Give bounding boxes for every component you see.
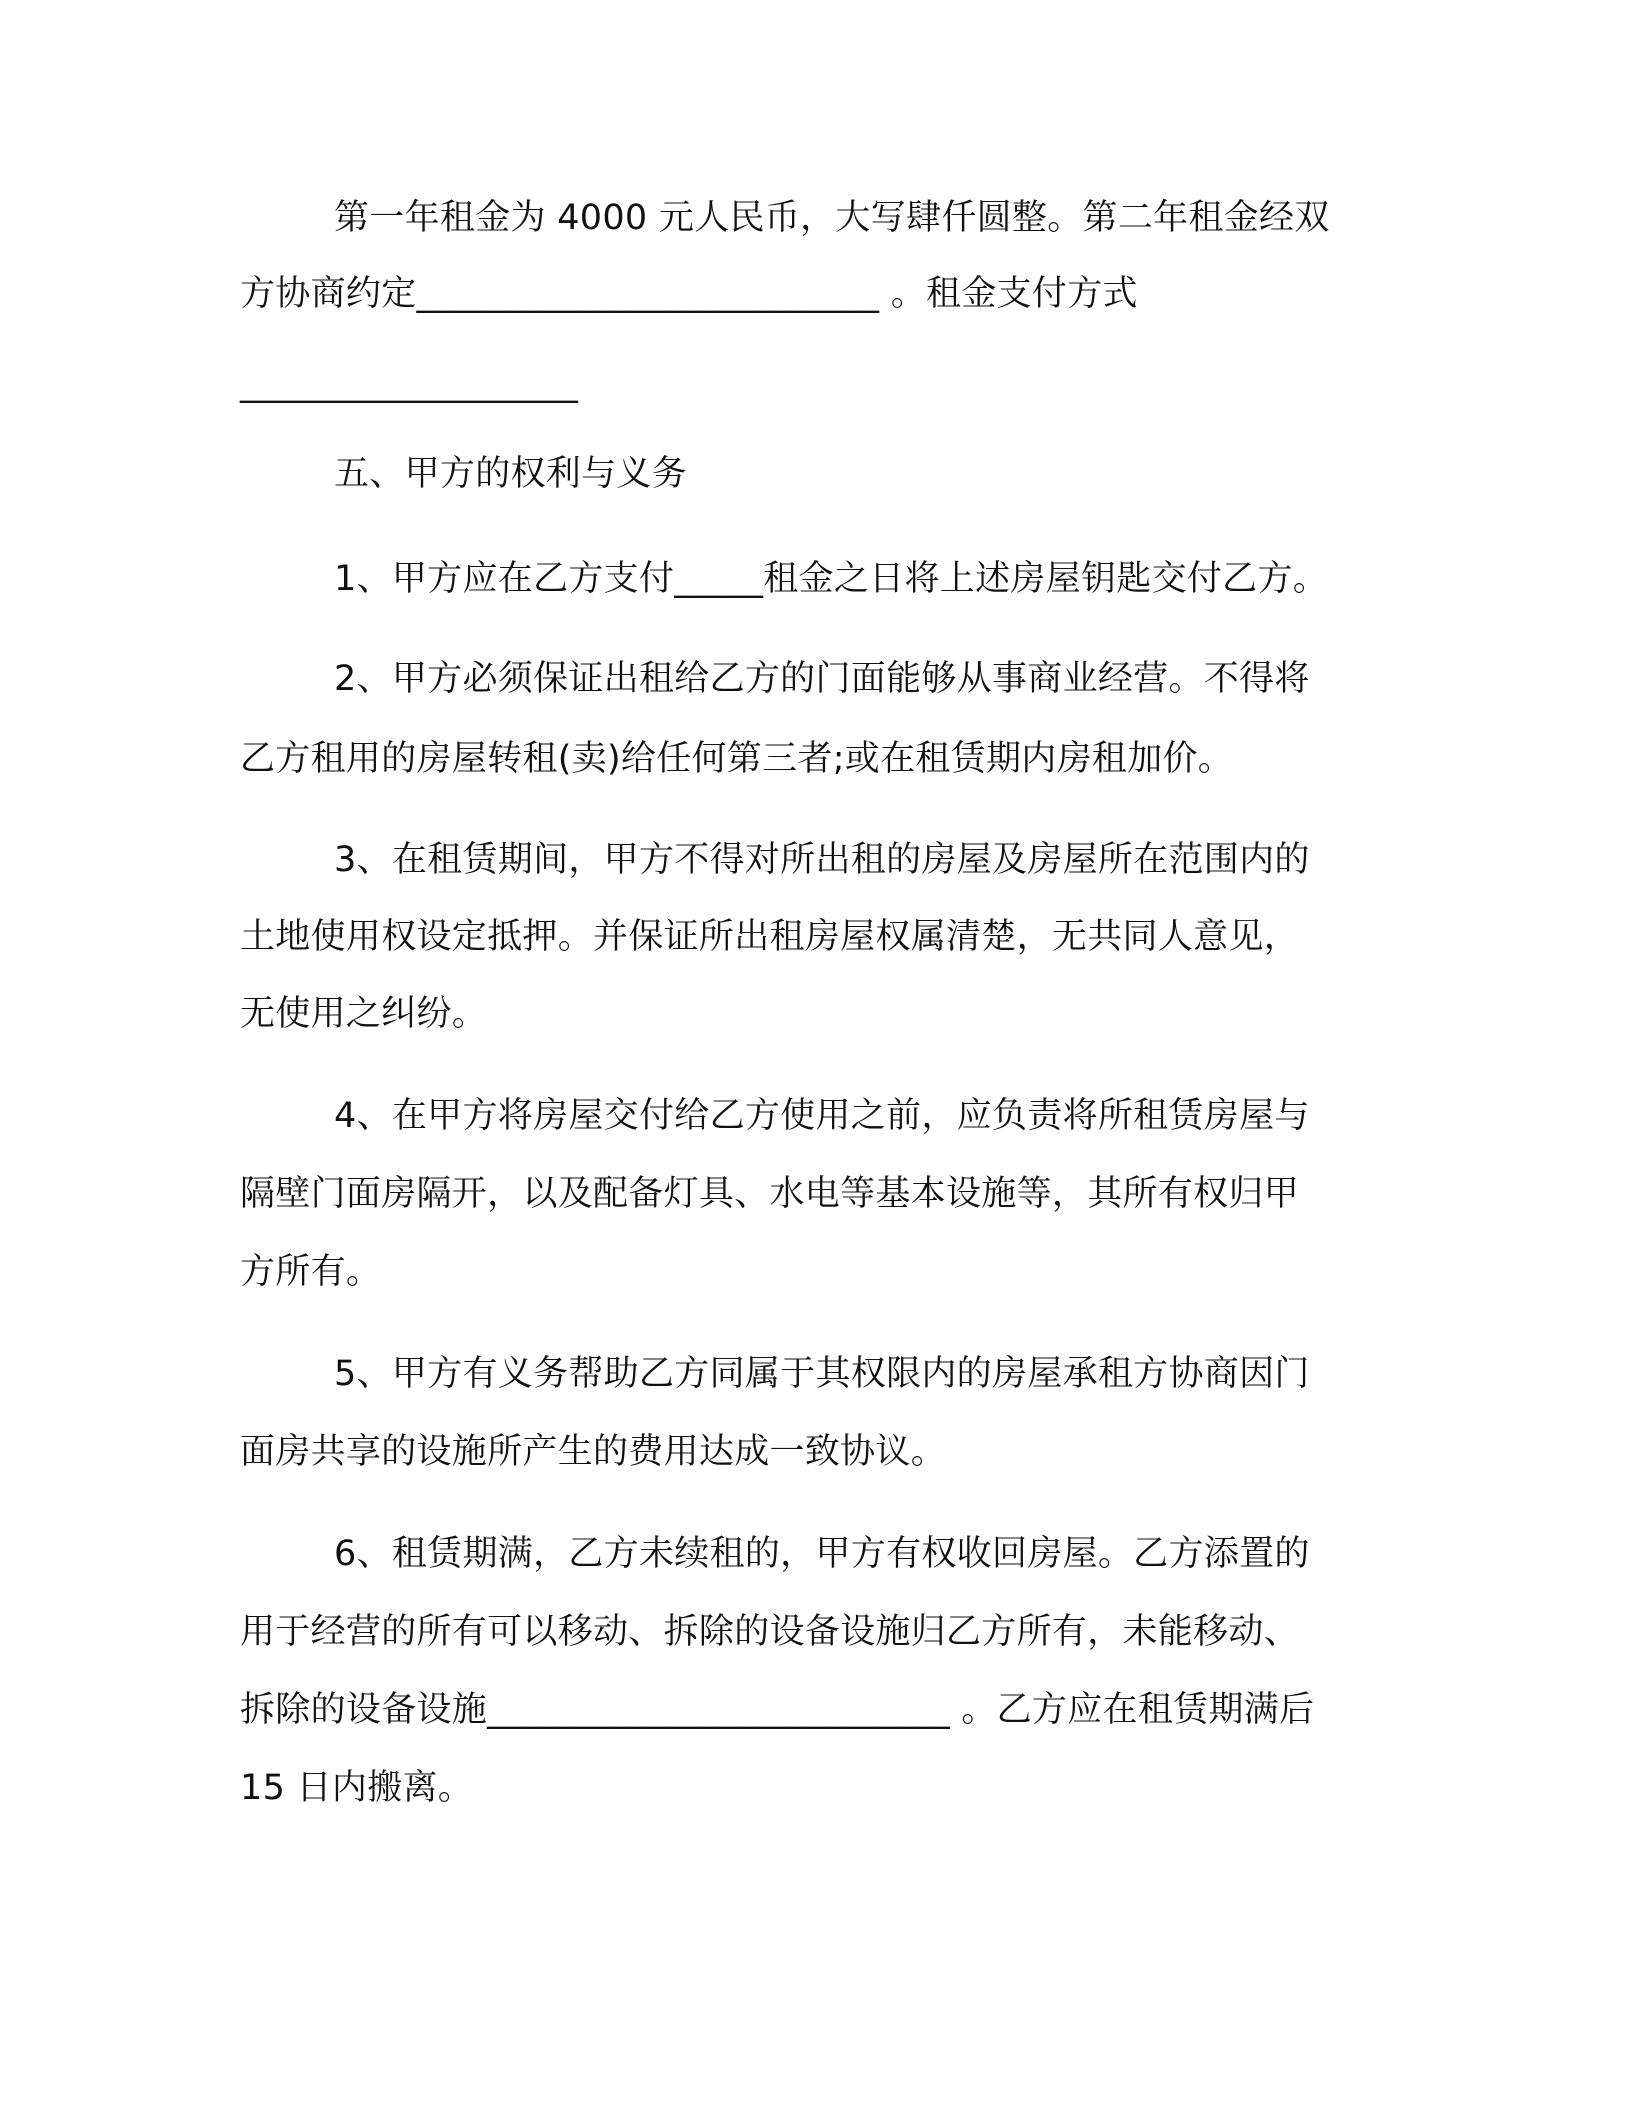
text-line: 5、甲方有义务帮助乙方同属于其权限内的房屋承租方协商因门 xyxy=(334,1354,1310,1394)
text-line: 用于经营的所有可以移动、拆除的设备设施归乙方所有，未能移动、 xyxy=(240,1612,1300,1652)
text-line: 面房共享的设施所产生的费用达成一致协议。 xyxy=(240,1432,947,1472)
blank-line: ___________________ xyxy=(240,364,579,404)
text-line: 6、租赁期满，乙方未续租的，甲方有权收回房屋。乙方添置的 xyxy=(334,1534,1310,1574)
text-line: 1、甲方应在乙方支付_____租金之日将上述房屋钥匙交付乙方。 xyxy=(334,559,1329,599)
text-line: 3、在租赁期间，甲方不得对所出租的房屋及房屋所在范围内的 xyxy=(334,840,1310,880)
text-line: 无使用之纠纷。 xyxy=(240,994,488,1034)
text-line: 2、甲方必须保证出租给乙方的门面能够从事商业经营。不得将 xyxy=(334,659,1310,699)
text-line: 土地使用权设定抵押。并保证所出租房屋权属清楚，无共同人意见， xyxy=(240,917,1300,957)
text-line: 方协商约定__________________________ 。租金支付方式 xyxy=(240,274,1138,314)
text-line: 乙方租用的房屋转租(卖)给任何第三者;或在租赁期内房租加价。 xyxy=(240,739,1234,779)
text-line: 方所有。 xyxy=(240,1252,382,1292)
text-line: 拆除的设备设施__________________________ 。乙方应在租赁期满后 xyxy=(240,1690,1315,1730)
text-line: 4、在甲方将房屋交付给乙方使用之前，应负责将所租赁房屋与 xyxy=(334,1096,1310,1136)
text-line: 隔壁门面房隔开，以及配备灯具、水电等基本设施等，其所有权归甲 xyxy=(240,1174,1300,1214)
section-heading: 五、甲方的权利与义务 xyxy=(334,454,688,494)
text-line: 15 日内搬离。 xyxy=(240,1768,474,1808)
text-line: 第一年租金为 4000 元人民币，大写肆仟圆整。第二年租金经双 xyxy=(334,198,1330,238)
